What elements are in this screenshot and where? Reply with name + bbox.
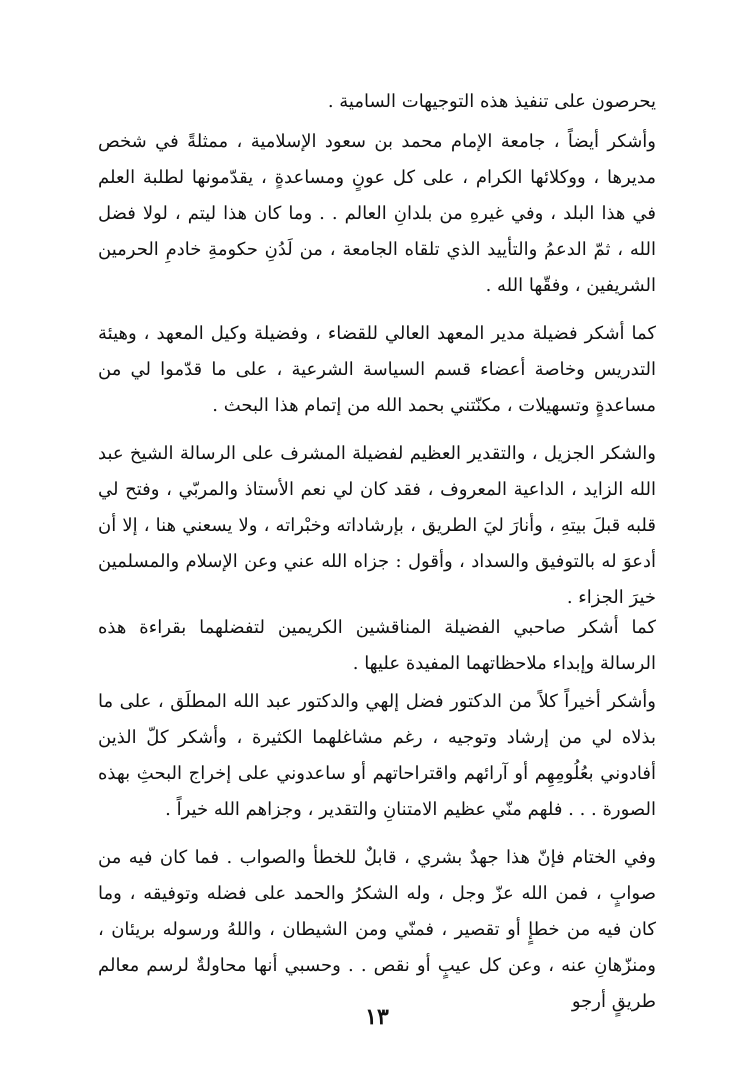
paragraph-3: كما أشكر فضيلة مدير المعهد العالي للقضاء ، وفضيلة وكيل المعهد ، وهيئة التدريس وخاصة أعضاء قسم السياسة الشرعية ، على ما قدّموا لي من مساعدةٍ وتسهيلات ، مكنّتني بحمد الله من إتمام هذا البحث .: [98, 323, 656, 416]
paragraph-4: والشكر الجزيل ، والتقدير العظيم لفضيلة المشرف على الرسالة الشيخ عبد الله الزايد ، الداعية المعروف ، فقد كان لي نعم الأستاذ والمربّي ، وفتح لي قلبه قبلَ بيتهِ ، وأنارَ ليَ الطريق ، بإرشاداته وخبْراته ، ولا يسعني هنا ، إلا أن أدعوَ له بالتوفيق والسداد ، وأقول : جزاه الله عني وعن الإسلام والمسلمين خيرَ الجزاء .: [98, 443, 656, 608]
paragraph-6: وأشكر أخيراً كلاً من الدكتور فضل إلهي والدكتور عبد الله المطلَق ، على ما بذلاه لي من إرشاد وتوجيه ، رغم مشاغلهما الكثيرة ، وأشكر كلّ الذين أفادوني بعُلُومِهِم أو آرائهم واقتراحاتهم أو ساعدوني على إخراج البحثِ بهذه الصورة . . . فلهم منّي عظيم الامتنانِ والتقدير ، وجزاهم الله خيراً .: [98, 691, 656, 820]
paragraph-2: وأشكر أيضاً ، جامعة الإمام محمد بن سعود الإسلامية ، ممثلةً في شخص مديرها ، ووكلائها الكرام ، على كل عونٍ ومساعدةٍ ، يقدّمونها لطلبة العلم في هذا البلد ، وفي غيرهِ من بلدانِ العالم . . وما كان هذا ليتم ، لولا فضل الله ، ثمّ الدعمُ والتأييد الذي تلقاه الجامعة ، من لَدُنِ حكومةِ خادمِ الحرمين الشريفين ، وفقّها الله .: [98, 131, 656, 296]
paragraph-5: كما أشكر صاحبي الفضيلة المناقشين الكريمين لتفضلهما بقراءة هذه الرسالة وإبداء ملاحظاتهما المفيدة عليها .: [98, 617, 656, 674]
paragraph-1: يحرصون على تنفيذ هذه التوجيهات السامية .: [327, 91, 656, 112]
paragraph-7: وفي الختام فإنّ هذا جهدٌ بشري ، قابلٌ للخطأ والصواب . فما كان فيه من صوابٍ ، فمن الله عزّ وجل ، وله الشكرُ والحمد على فضله وتوفيقه ، وما كان فيه من خطإٍ أو تقصير ، فمنّي ومن الشيطان ، واللهُ ورسوله بريئان ، ومنزّهانِ عنه ، وعن كل عيبٍ أو نقص . . وحسبي أنها محاولةٌ لرسم معالم طريقٍ أرجو: [98, 847, 656, 1012]
page-number: ١٣: [365, 1004, 389, 1030]
